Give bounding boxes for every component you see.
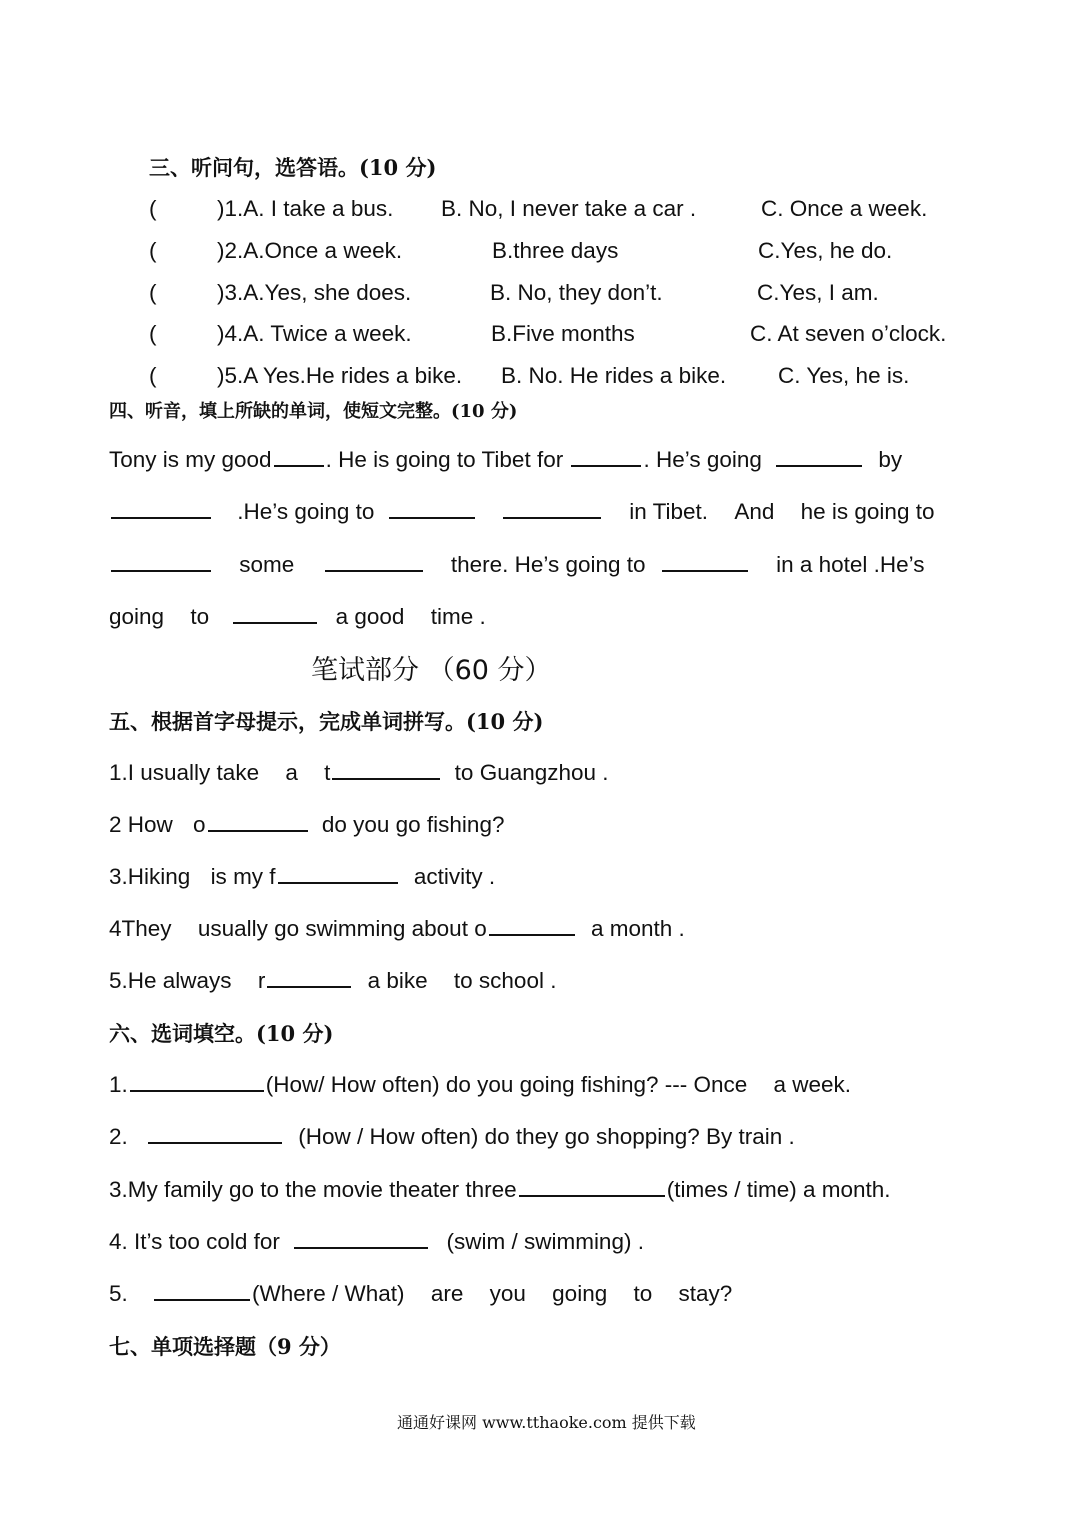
section-6-heading: 六、选词填空。(10 分) [109,1021,334,1046]
list-item: )1.A. I take a bus. [217,196,394,221]
list-item: ( [149,196,157,221]
blank[interactable] [332,758,440,780]
blank[interactable] [294,1227,428,1249]
option-b: B.three days [492,238,619,263]
list-item: )2.A.Once a week. [217,238,403,263]
question-3: 3.My family go to the movie theater three (times / time) a month. [109,1177,891,1202]
blank[interactable] [233,602,317,624]
option-c: C. Once a week. [761,196,928,221]
blank[interactable] [154,1279,250,1301]
worksheet-page: 三、听问句，选答语。(10 分) ( )1.A. I take a bus. B. No, I never take a car . C. Once a week. ( )2.A.Once a week. B.three days C.Yes, he do. ( )3.A.Yes, she does. B. No, they don’t. C.Yes, I am. ( )4.A. Twice a week. B.Five months C. At seven o’clock. ( )5.A Yes.He rides a bike. B. No. He rides a bike. C. Yes, he is. 四、听音，填上所缺的单词，使短文完整。(10 分) Tony is my good . He is going to Tibet for . He’s going by .He’s going to in Tibet. And he is going to some there. He’s going to in a hotel .He’s going to a good time . 笔试部分 （60 分） 五、根据首字母提示，完成单词拼写。(10 分) 1.I usually take a t to Guangzhou . 2 How o do you go fishing? 3.Hiking is my f activity . 4They usually go swimming about o a month . 5.He always r a bike to school . 六、选词填空。(10 分) 1. (How/ How often) do you going fishing? --- Once a week. 2. (How / How often) do they go shopping? By train . 3.My family go to the movie theater three (times / time) a month. 4. It’s too cold for (swim / swimming) . 5. (Where / What) are you going to stay? 七、单项选择题（9 分） 通通好课网 www.tthaoke.com 提供下载 [0,0,1087,1536]
passage-line-1: Tony is my good . He is going to Tibet for . He’s going by [109,447,903,472]
list-item: )3.A.Yes, she does. [217,280,412,305]
option-c: C. At seven o’clock. [750,321,947,346]
question-2: 2 How o do you go fishing? [109,812,505,837]
blank[interactable] [503,497,601,519]
blank[interactable] [111,550,211,572]
blank[interactable] [489,914,575,936]
blank[interactable] [662,550,748,572]
page-footer: 通通好课网 www.tthaoke.com 提供下载 [397,1413,696,1432]
question-1: 1.I usually take a t to Guangzhou . [109,760,609,785]
section-7-heading: 七、单项选择题（9 分） [109,1334,341,1359]
list-item: )5.A Yes.He rides a bike. [217,363,463,388]
section-4-heading: 四、听音，填上所缺的单词，使短文完整。(10 分) [109,401,518,422]
question-3: 3.Hiking is my f activity . [109,864,496,889]
option-b: B. No. He rides a bike. [501,363,727,388]
option-b: B. No, they don’t. [490,280,663,305]
question-5: 5. (Where / What) are you going to stay? [109,1281,733,1306]
blank[interactable] [278,862,398,884]
section-5-heading: 五、根据首字母提示，完成单词拼写。(10 分) [109,709,544,734]
question-4: 4. It’s too cold for (swim / swimming) . [109,1229,644,1254]
blank[interactable] [274,445,324,467]
blank[interactable] [325,550,423,572]
blank[interactable] [148,1122,282,1144]
blank[interactable] [389,497,475,519]
option-c: C.Yes, he do. [758,238,893,263]
list-item: )4.A. Twice a week. [217,321,412,346]
question-2: 2. (How / How often) do they go shopping? By train . [109,1124,795,1149]
blank[interactable] [519,1175,665,1197]
blank[interactable] [776,445,862,467]
written-part-title: 笔试部分 （60 分） [311,655,552,686]
blank[interactable] [130,1070,264,1092]
passage-line-3: some there. He’s going to in a hotel .He’s [109,550,925,578]
section-3-heading: 三、听问句，选答语。(10 分) [149,155,437,180]
question-5: 5.He always r a bike to school . [109,968,557,993]
blank[interactable] [267,966,351,988]
passage-line-4: going to a good time . [109,604,486,629]
passage-line-2: .He’s going to in Tibet. And he is going to [109,497,934,525]
question-1: 1. (How/ How often) do you going fishing? --- Once a week. [109,1072,852,1097]
blank[interactable] [111,497,211,519]
option-b: B. No, I never take a car . [441,196,697,221]
option-c: C.Yes, I am. [757,280,879,305]
blank[interactable] [208,810,308,832]
option-c: C. Yes, he is. [778,363,910,388]
option-b: B.Five months [491,321,635,346]
question-4: 4They usually go swimming about o a month . [109,916,685,941]
blank[interactable] [571,445,641,467]
